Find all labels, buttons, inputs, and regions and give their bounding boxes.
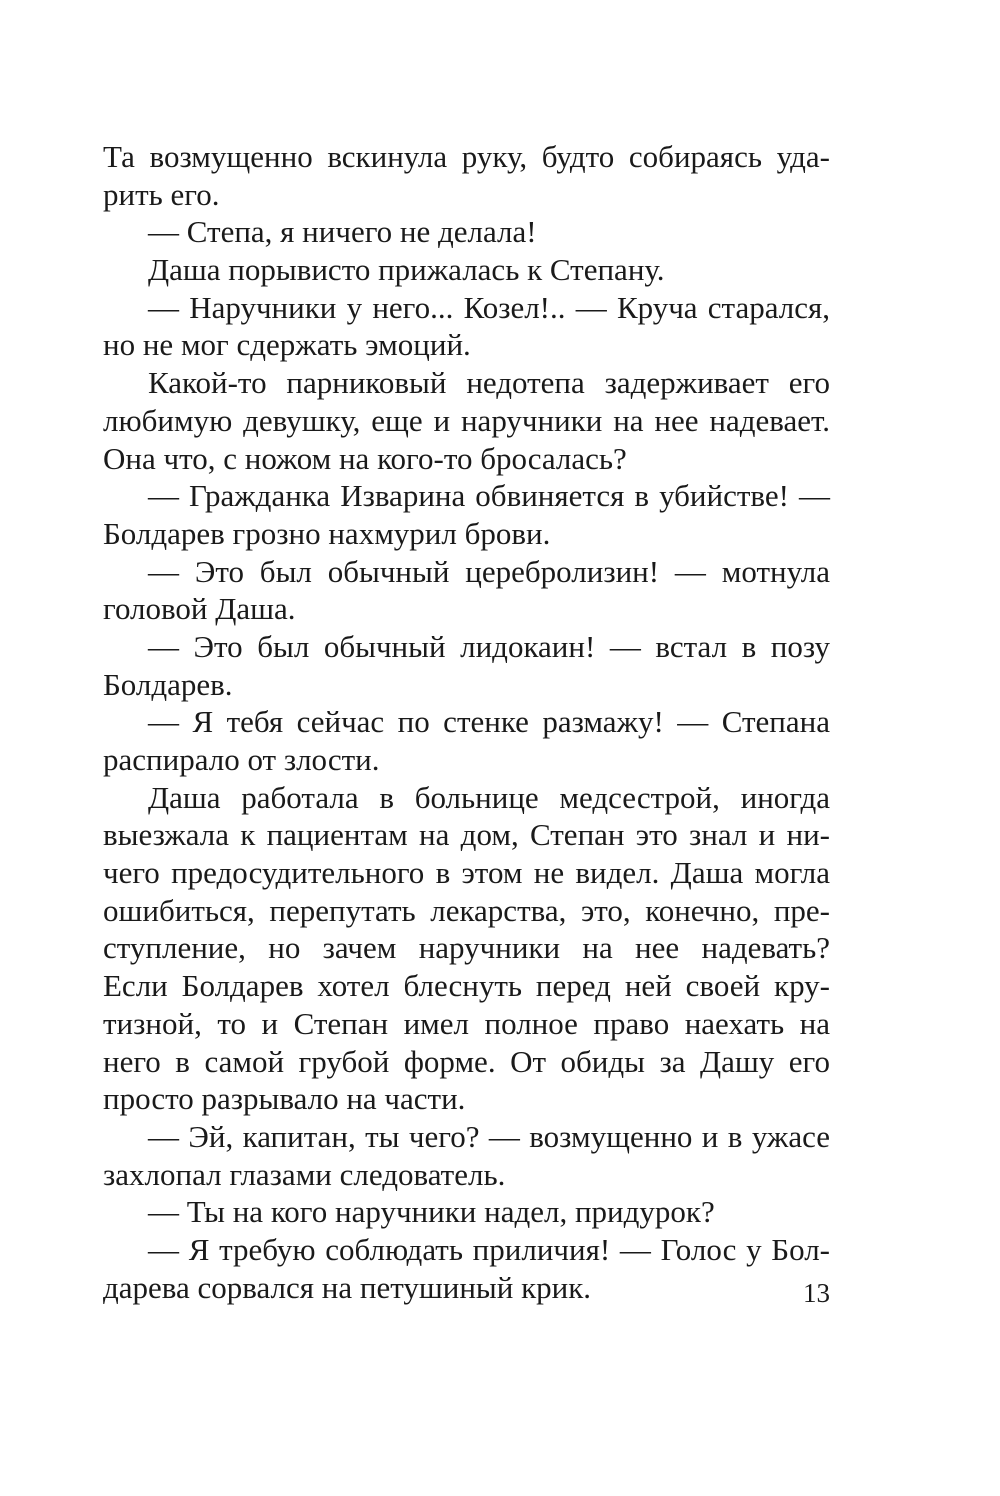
page-number: 13 (803, 1278, 830, 1308)
text-line: просто разрывало на части. (103, 1081, 466, 1117)
text-line: дарева сорвался на петушиный крик. (103, 1269, 592, 1305)
text-line: Болдарев грозно нахмурил брови. (103, 515, 551, 551)
text-line: — Я требую соблюдать приличия! — Голос у Бол- (148, 1231, 830, 1267)
text-line: — Наручники у него... Козел!.. — Круча старался, (148, 289, 830, 325)
text-line: Какой-то парниковый недотепа задерживает его (148, 365, 830, 401)
text-line: ошибиться, перепутать лекарства, это, конечно, пре- (103, 892, 830, 928)
text-line: чего предосудительного в этом не видел. Даша могла (103, 855, 830, 891)
text-line: любимую девушку, еще и наручники на нее надевает. (103, 402, 830, 438)
text-line: — Это был обычный лидокаин! — встал в позу (148, 628, 830, 664)
text-line: — Гражданка Изварина обвиняется в убийстве! — (148, 478, 830, 514)
text-line: распирало от злости. (103, 742, 380, 777)
text-line: — Степа, я ничего не делала! (148, 214, 537, 250)
text-line: — Это был обычный церебролизин! — мотнула (148, 553, 830, 589)
text-line: Она что, с ножом на кого-то бросалась? (103, 440, 627, 476)
text-line: Даша порывисто прижалась к Степану. (148, 252, 665, 288)
text-line: — Я тебя сейчас по стенке размажу! — Степана (148, 704, 830, 740)
text-line: Болдарев. (103, 666, 233, 702)
text-line: него в самой грубой форме. От обиды за Дашу его (103, 1043, 830, 1079)
text-line: выезжала к пациентам на дом, Степан это знал и ни- (103, 817, 830, 853)
text-line: головой Даша. (103, 591, 296, 627)
text-line: захлопал глазами следователь. (103, 1156, 506, 1192)
body-text (103, 138, 830, 1306)
text-line: Даша работала в больнице медсестрой, иногда (148, 779, 830, 815)
text-line: Если Болдарев хотел блеснуть перед ней своей кру- (103, 968, 830, 1004)
text-line: ступление, но зачем наручники на нее надевать? (103, 930, 830, 966)
text-line: рить его. (103, 176, 220, 212)
text-line: — Ты на кого наручники надел, придурок? (148, 1194, 715, 1230)
text-line: тизной, то и Степан имел полное право наехать на (103, 1005, 830, 1041)
text-line: Та возмущенно вскинула руку, будто собираясь уда- (103, 139, 830, 174)
text-line: но не мог сдержать эмоций. (103, 327, 471, 363)
text-line: — Эй, капитан, ты чего? — возмущенно и в ужасе (148, 1118, 830, 1154)
